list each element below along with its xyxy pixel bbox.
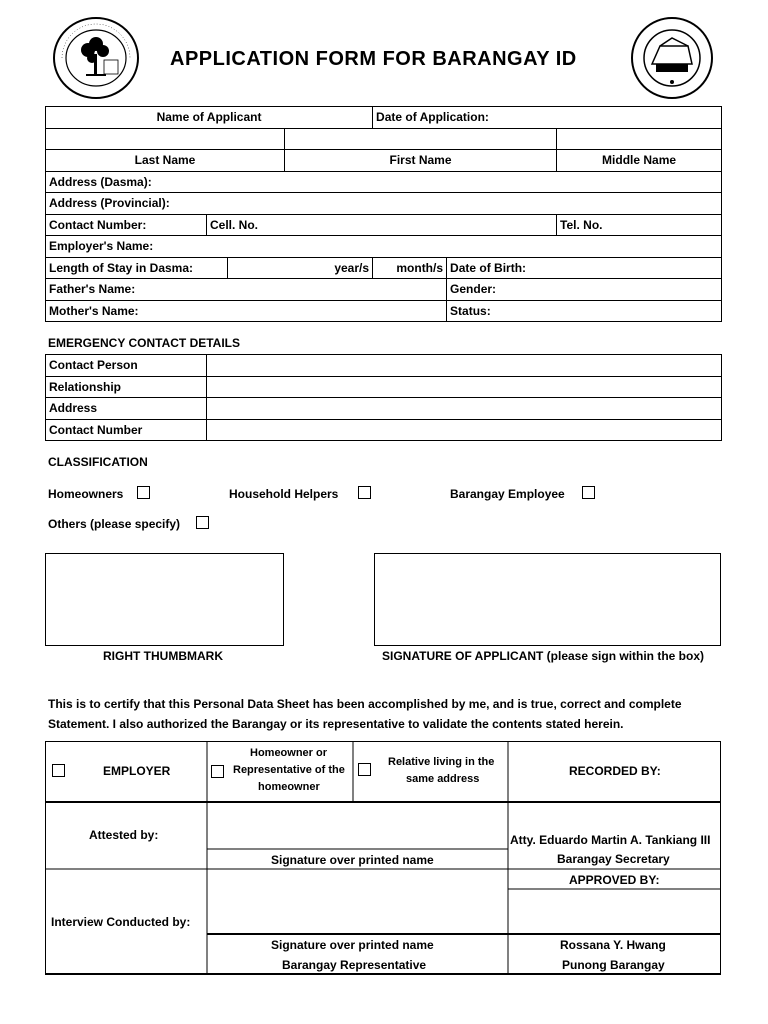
household-helpers-checkbox[interactable]: [358, 486, 371, 499]
applicant-signature-label: SIGNATURE OF APPLICANT (please sign within the box): [382, 649, 705, 663]
emergency-contact-heading: EMERGENCY CONTACT DETAILS: [48, 336, 241, 350]
recorded-by-label: RECORDED BY:: [569, 764, 661, 778]
relationship-label: Relationship: [46, 376, 207, 398]
approval-signature-field[interactable]: [509, 890, 720, 933]
barangay-employee-checkbox[interactable]: [582, 486, 595, 499]
others-label: Others (please specify): [48, 517, 181, 531]
homeowner-rep-line-2: Representative of the: [233, 764, 345, 776]
homeowner-rep-checkbox[interactable]: [211, 765, 224, 778]
middle-name-label: Middle Name: [557, 150, 722, 172]
signature-over-printed-name-2: Signature over printed name: [271, 938, 434, 952]
contact-number-label: Contact Number:: [46, 214, 207, 236]
first-name-field[interactable]: [285, 128, 557, 150]
father-name-label: Father's Name:: [46, 279, 447, 301]
form-title: APPLICATION FORM FOR BARANGAY ID: [170, 48, 577, 70]
emergency-address-label: Address: [46, 398, 207, 420]
attested-by-label: Attested by:: [89, 828, 159, 842]
last-name-field[interactable]: [46, 128, 285, 150]
contact-person-field[interactable]: [207, 355, 722, 377]
last-name-label: Last Name: [46, 150, 285, 172]
name-of-applicant-label: Name of Applicant: [46, 107, 373, 129]
household-helpers-label: Household Helpers: [229, 487, 339, 501]
secretary-name: Atty. Eduardo Martin A. Tankiang III: [510, 833, 711, 847]
first-name-label: First Name: [285, 150, 557, 172]
employer-label: EMPLOYER: [103, 764, 171, 778]
applicant-info-table: [45, 106, 722, 322]
status-label: Status:: [447, 300, 722, 322]
gender-label: Gender:: [447, 279, 722, 301]
emergency-contact-number-label: Contact Number: [46, 419, 207, 441]
mother-name-label: Mother's Name:: [46, 300, 447, 322]
relative-line-1: Relative living in the: [388, 756, 495, 768]
thumbmark-box[interactable]: [45, 553, 284, 646]
emergency-address-field[interactable]: [207, 398, 722, 420]
length-of-stay-label: Length of Stay in Dasma:: [46, 257, 228, 279]
relative-line-2: same address: [406, 773, 480, 785]
others-checkbox[interactable]: [196, 516, 209, 529]
months-label: month/s: [373, 257, 447, 279]
address-dasma-label: Address (Dasma):: [46, 171, 722, 193]
approval-section: [45, 741, 721, 976]
barangay-employee-label: Barangay Employee: [450, 487, 565, 501]
signature-over-printed-name-1: Signature over printed name: [271, 853, 434, 867]
barangay-representative-title: Barangay Representative: [282, 958, 427, 972]
tel-no-label: Tel. No.: [557, 214, 722, 236]
punong-barangay-name: Rossana Y. Hwang: [560, 938, 666, 952]
homeowners-checkbox[interactable]: [137, 486, 150, 499]
homeowner-rep-line-3: homeowner: [258, 781, 320, 793]
approved-by-label: APPROVED BY:: [569, 873, 660, 887]
emergency-contact-number-field[interactable]: [207, 419, 722, 441]
middle-name-field[interactable]: [557, 128, 722, 150]
years-label: year/s: [228, 257, 373, 279]
barangay-seal-logo: [52, 16, 140, 100]
date-of-application-label: Date of Application:: [373, 107, 722, 129]
relationship-field[interactable]: [207, 376, 722, 398]
employer-checkbox[interactable]: [52, 764, 65, 777]
certification-line-1: This is to certify that this Personal Data Sheet has been accomplished by me, and is true, correct and complete: [48, 697, 682, 711]
punong-barangay-title: Punong Barangay: [562, 958, 665, 972]
classification-heading: CLASSIFICATION: [48, 455, 148, 469]
date-of-birth-label: Date of Birth:: [447, 257, 722, 279]
interview-conducted-by-label: Interview Conducted by:: [51, 915, 191, 929]
contact-person-label: Contact Person: [46, 355, 207, 377]
certification-line-2: Statement. I also authorized the Barangay or its representative to validate the contents stated herein.: [48, 717, 624, 731]
signature-box[interactable]: [374, 553, 721, 646]
employer-name-label: Employer's Name:: [46, 236, 722, 258]
right-thumbmark-label: RIGHT THUMBMARK: [103, 649, 223, 663]
relative-checkbox[interactable]: [358, 763, 371, 776]
makati-city-seal-logo: [630, 16, 714, 100]
homeowners-label: Homeowners: [48, 487, 124, 501]
homeowner-rep-line-1: Homeowner or: [250, 747, 328, 759]
interview-signature-field[interactable]: [208, 870, 507, 933]
attested-signature-field[interactable]: [208, 803, 507, 848]
address-provincial-label: Address (Provincial):: [46, 193, 722, 215]
emergency-contact-table: [45, 354, 722, 441]
cell-no-label: Cell. No.: [207, 214, 557, 236]
barangay-secretary-title: Barangay Secretary: [557, 852, 670, 866]
